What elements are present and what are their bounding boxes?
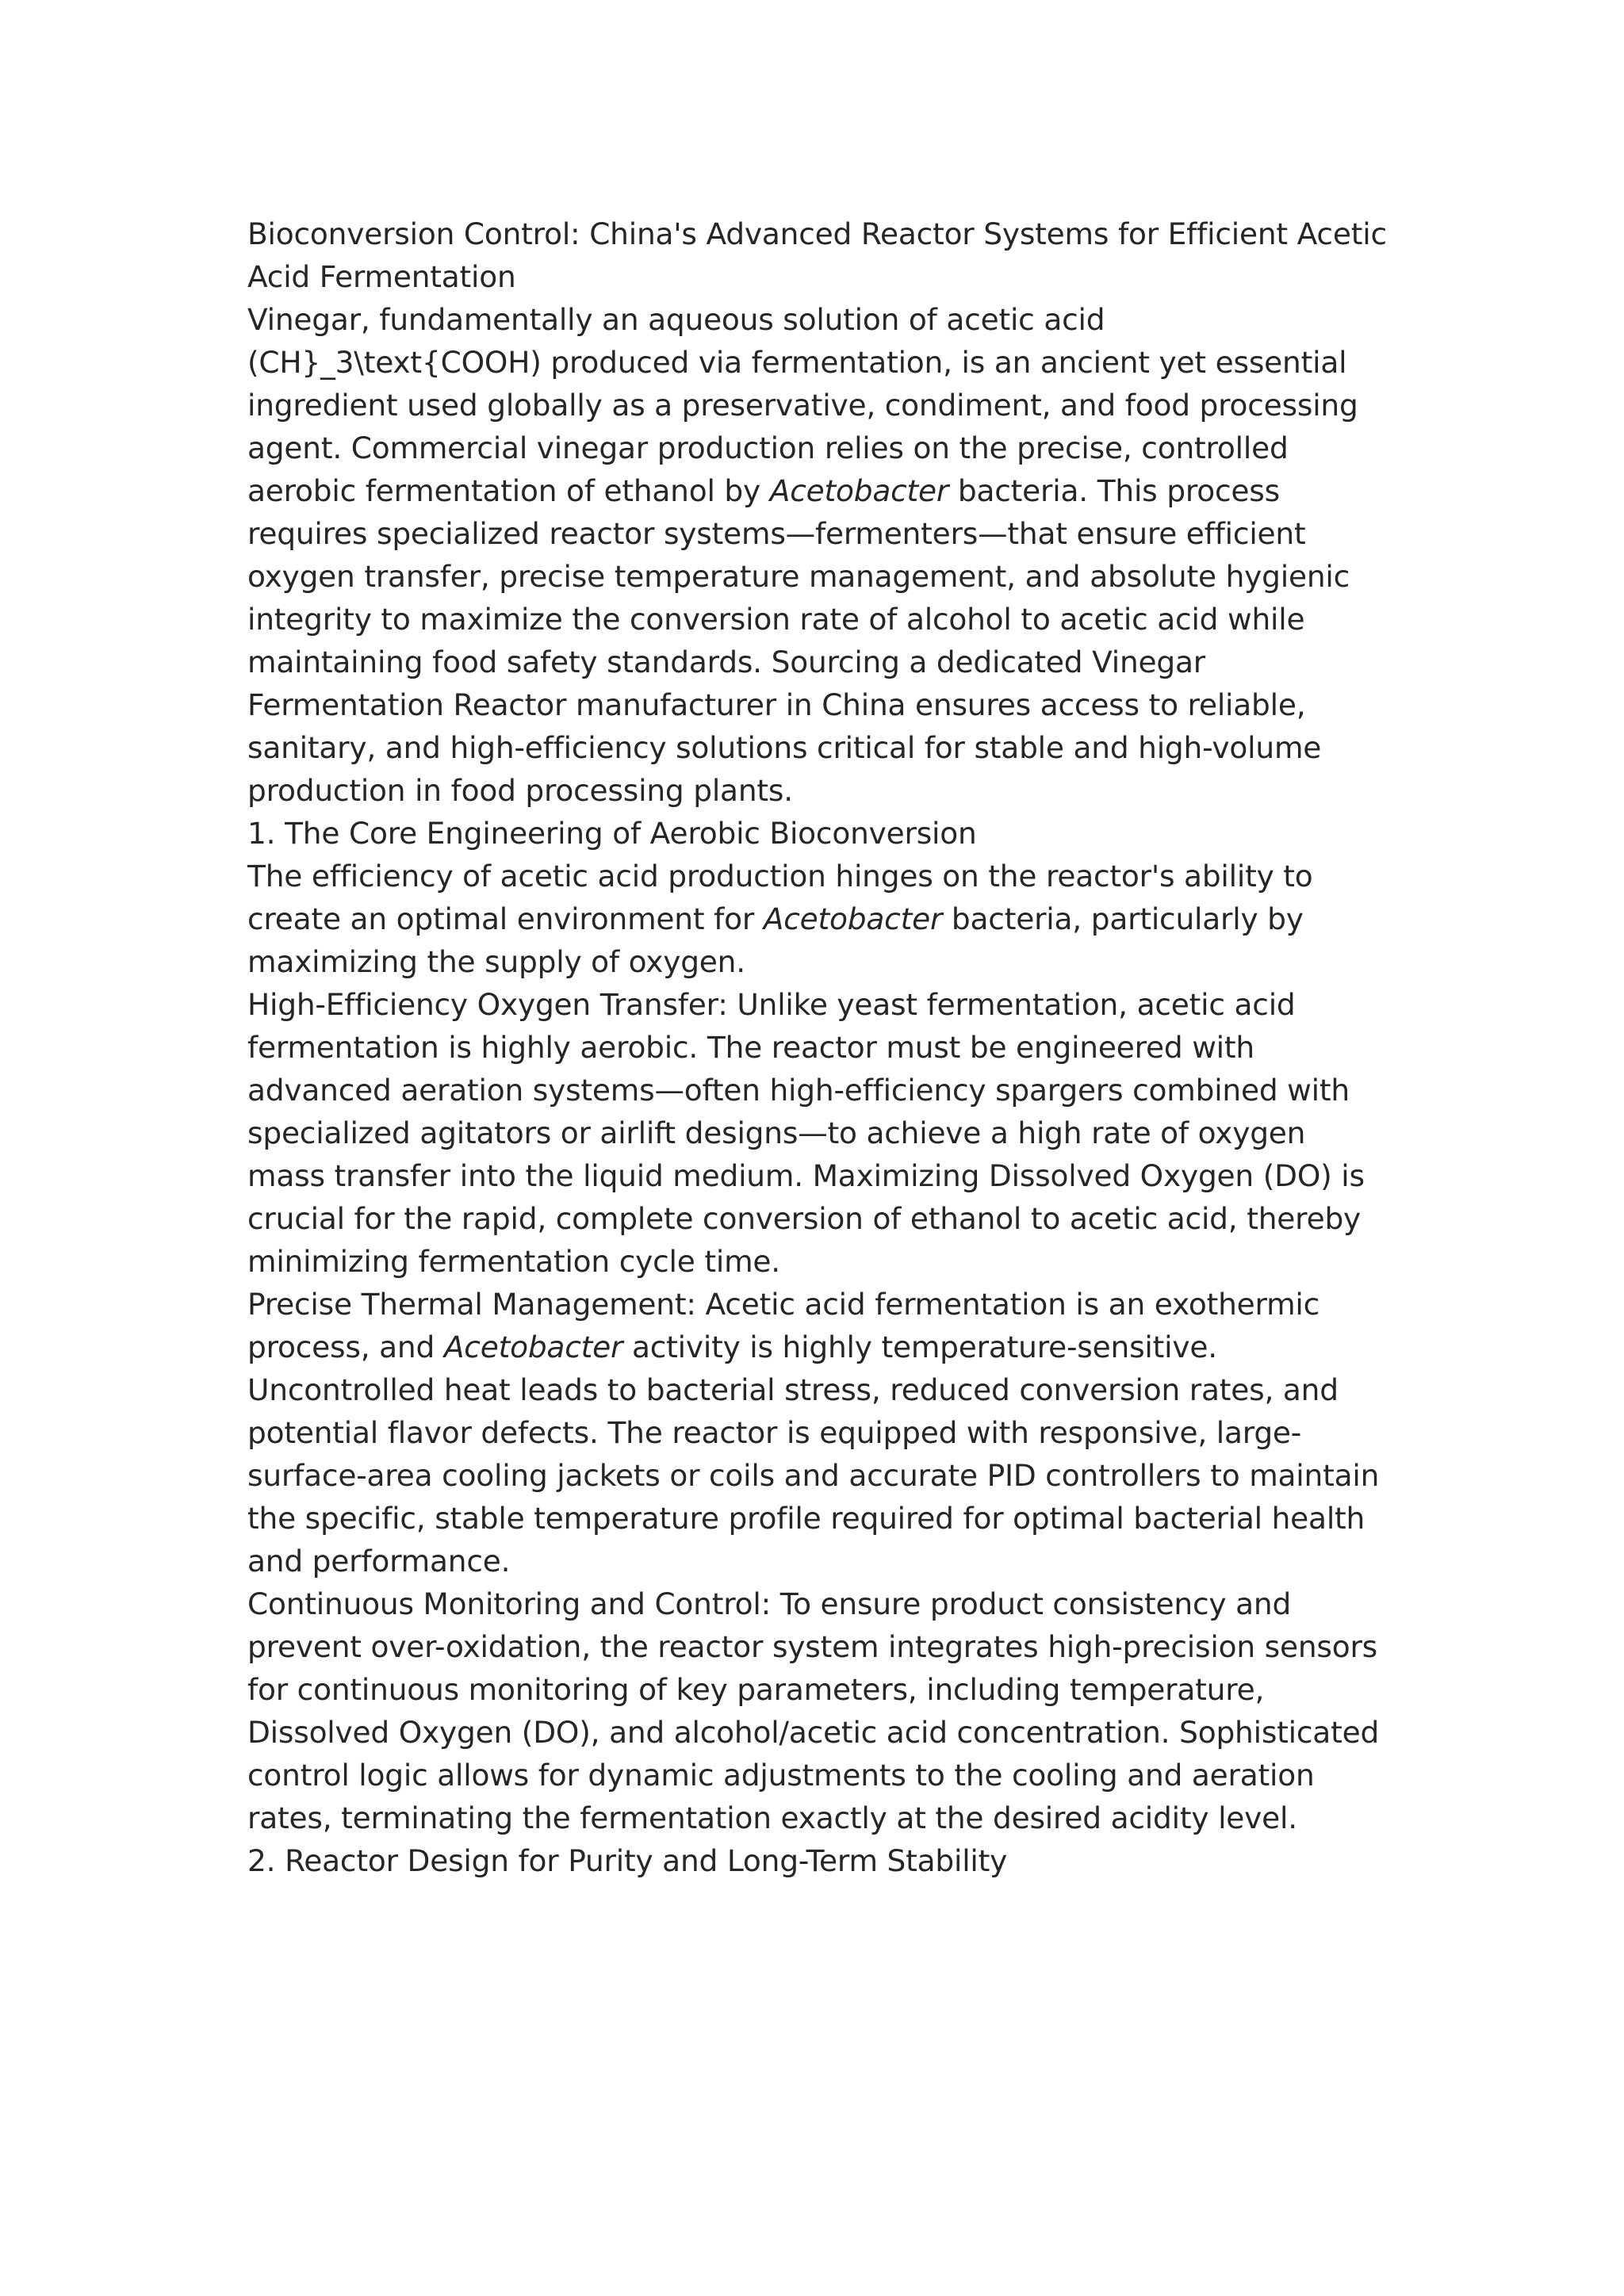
monitoring-control-paragraph: Continuous Monitoring and Control: To ensure product consistency and prevent over-oxidation, the reactor system integrates high-precision sensors for continuous monitoring of key parameters, including temperature, Dissolved Oxygen (DO), and alcohol/acetic acid concentration. Sophisticated control logic allows for dynamic adjustments to the cooling and aeration rates, terminating the fermentation exactly at the desired acidity level. (247, 1586, 1380, 1835)
document-page (247, 212, 1389, 1882)
intro-paragraph (247, 298, 1389, 812)
thermal-text-1: Precise Thermal Management: Acetic acid fermentation is an exothermic process, and (247, 1287, 1320, 1364)
document-title: Bioconversion Control: China's Advanced Reactor Systems for Efficient Acetic Acid Fermentation (247, 216, 1387, 294)
section-1-intro (247, 855, 1389, 983)
section-1-heading: 1. The Core Engineering of Aerobic Bioconversion (247, 816, 977, 851)
thermal-italic-term: Acetobacter (443, 1330, 623, 1364)
oxygen-transfer-paragraph: High-Efficiency Oxygen Transfer: Unlike yeast fermentation, acetic acid fermentation is highly aerobic. The reactor must be engineered with advanced aeration systems—often high-efficiency spargers combined with specialized agitators or airlift designs—to achieve a high rate of oxygen mass transfer into the liquid medium. Maximizing Dissolved Oxygen (DO) is crucial for the rapid, complete conversion of ethanol to acetic acid, thereby minimizing fermentation cycle time. (247, 987, 1365, 1279)
intro-text-1: Vinegar, fundamentally an aqueous solution of acetic acid (CH}_3\text{COOH) produced via fermentation, is an ancient yet essential ingredient used globally as a preservative, condiment, and food processing agent. Commercial vinegar production relies on the precise, controlled aerobic fermentation of ethanol by (247, 302, 1358, 508)
section-1-intro-text-2: bacteria, particularly by maximizing the supply of oxygen. (247, 901, 1304, 979)
section-2-heading: 2. Reactor Design for Purity and Long-Term Stability (247, 1843, 1008, 1878)
section-1-intro-italic-term: Acetobacter (763, 901, 943, 936)
thermal-text-2: activity is highly temperature-sensitive. Uncontrolled heat leads to bacterial stress, reduced conversion rates, and potential flavor defects. The reactor is equipped with responsive, large-surface-area cooling jackets or coils and accurate PID controllers to maintain the specific, stable temperature profile required for optimal bacterial health and performance. (247, 1330, 1380, 1578)
thermal-management-paragraph (247, 1283, 1389, 1582)
section-1-intro-text-1: The efficiency of acetic acid production hinges on the reactor's ability to create an optimal environment for (247, 859, 1313, 936)
intro-text-2: bacteria. This process requires specialized reactor systems—fermenters—that ensure efficient oxygen transfer, precise temperature management, and absolute hygienic integrity to maximize the conversion rate of alcohol to acetic acid while maintaining food safety standards. Sourcing a dedicated Vinegar Fermentation Reactor manufacturer in China ensures access to reliable, sanitary, and high-efficiency solutions critical for stable and high-volume production in food processing plants. (247, 473, 1350, 808)
intro-italic-term: Acetobacter (769, 473, 949, 508)
